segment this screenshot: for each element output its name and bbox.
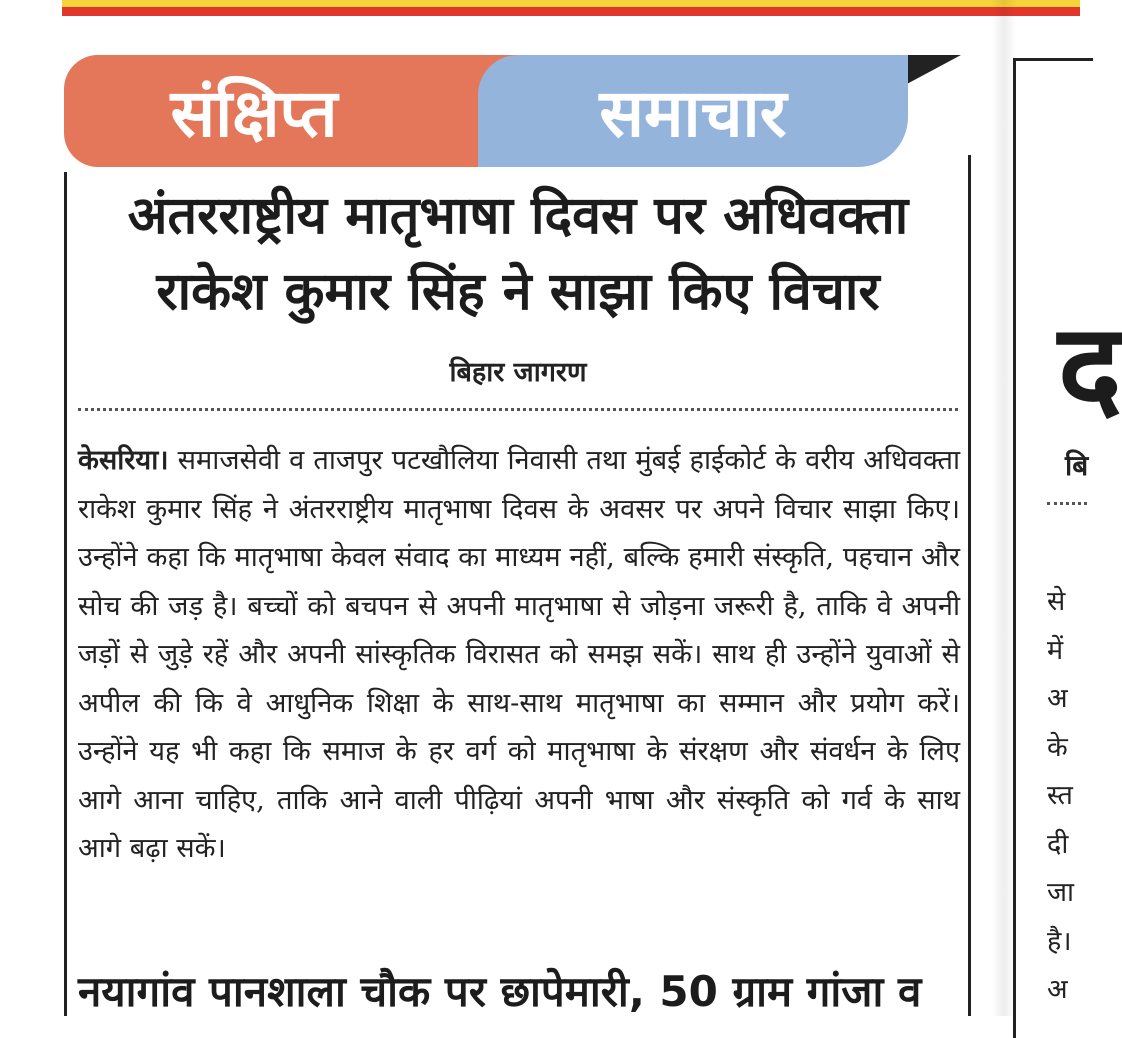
adjacent-dotted-divider bbox=[1047, 502, 1087, 505]
article-body bbox=[78, 436, 960, 874]
article-byline: बिहार जागरण bbox=[449, 357, 587, 388]
article-body-text: समाजसेवी व ताजपुर पटखौलिया निवासी तथा मुंबई हाईकोर्ट के वरीय अधिवक्ता राकेश कुमार सिंह ने अंतरराष्ट्रीय मातृभाषा दिवस के अवसर पर अपने विचार साझा किए। उन्होंने कहा कि मातृभाषा केवल संवाद का माध्यम नहीं, बल्कि हमारी संस्कृति, पहचान और सोच की जड़ है। बच्चों को बचपन से अपनी मातृभाषा से जोड़ना जरूरी है, ताकि वे अपनी जड़ों से जुड़े रहें और अपनी सांस्कृतिक विरासत को समझ सकें। साथ ही उन्होंने युवाओं से अपील की कि वे आधुनिक शिक्षा के साथ-साथ मातृभाषा का सम्मान और प्रयोग करें। उन्होंने यह भी कहा कि समाज के हर वर्ग को मातृभाषा के संरक्षण और संवर्धन के लिए आगे आना चाहिए, ताकि आने वाली पीढ़ियां अपनी भाषा और संस्कृति को गर्व के साथ आगे बढ़ा सकें। bbox=[78, 445, 960, 864]
next-article-headline: नयागांव पानशाला चौक पर छापेमारी, 50 ग्राम गांजा व bbox=[78, 967, 922, 1016]
adjacent-line: में bbox=[1047, 634, 1064, 666]
banner-left-tab: संक्षिप्त bbox=[64, 55, 554, 167]
adjacent-headline-fragment: द bbox=[1058, 299, 1122, 438]
adjacent-line: स्त bbox=[1047, 780, 1073, 811]
adjacent-line: दी bbox=[1047, 828, 1069, 860]
adjacent-line: से bbox=[1047, 586, 1066, 617]
adjacent-body-fragments bbox=[1047, 578, 1074, 1015]
banner-right-tab: समाचार bbox=[478, 55, 908, 167]
banner-corner-triangle bbox=[905, 55, 961, 85]
dotted-divider bbox=[78, 408, 958, 411]
column-rule-right bbox=[968, 155, 971, 1016]
adjacent-byline-fragment: बि bbox=[1065, 449, 1089, 482]
adjacent-line: के bbox=[1047, 731, 1068, 763]
top-yellow-strip bbox=[62, 0, 1080, 7]
adjacent-line: जा bbox=[1047, 877, 1075, 908]
article-dateline: केसरिया। bbox=[78, 444, 169, 476]
adjacent-line: अ bbox=[1047, 683, 1068, 714]
column-rule-left bbox=[64, 172, 67, 1016]
top-red-strip bbox=[62, 7, 1080, 16]
article-headline: अंतरराष्ट्रीय मातृभाषा दिवस पर अधिवक्ता राकेश कुमार सिंह ने साझा किए विचार bbox=[127, 186, 909, 322]
adjacent-line: अ bbox=[1047, 974, 1068, 1005]
adjacent-line: है। bbox=[1047, 925, 1072, 957]
